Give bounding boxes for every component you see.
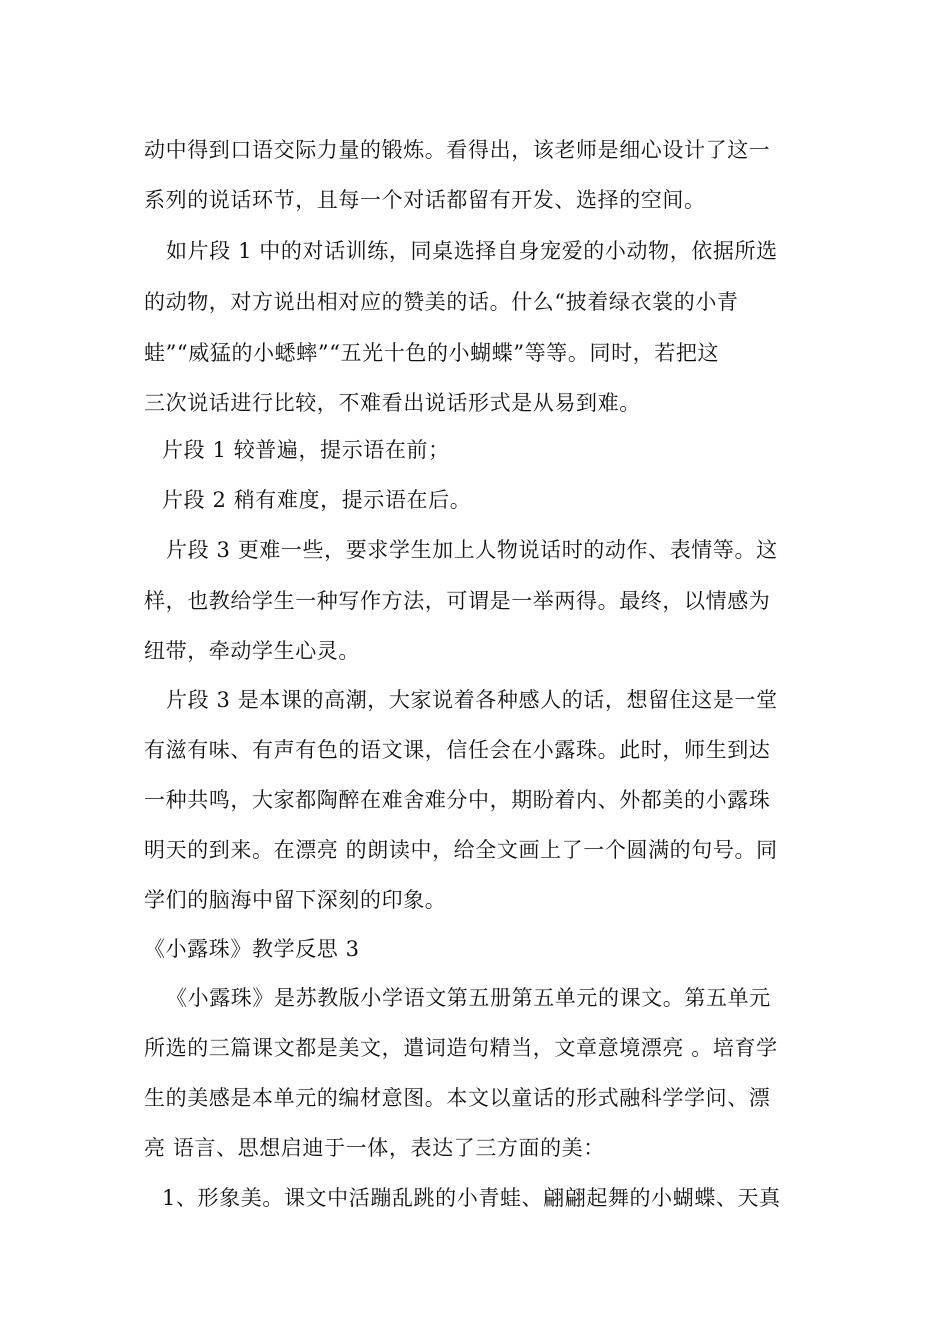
paragraph-line: 系列的说话环节，且每一个对话都留有开发、选择的空间。	[144, 188, 706, 212]
paragraph-line: 样，也教给学生一种写作方法，可谓是一举两得。最终，以情感为	[144, 589, 771, 613]
paragraph-line: 《小露珠》是苏教版小学语文第五册第五单元的课文。第五单元	[166, 986, 771, 1010]
paragraph-line: 1、形象美。课文中活蹦乱跳的小青蛙、翩翩起舞的小蝴蝶、天真	[162, 1186, 781, 1210]
paragraph-line: 明天的到来。在漂亮 的朗读中，给全文画上了一个圆满的句号。同	[144, 838, 778, 862]
paragraph-line: 蛙”“威猛的小蟋蟀”“五光十色的小蝴蝶”等等。同时，若把这	[144, 341, 720, 365]
paragraph-line: 三次说话进行比较，不难看出说话形式是从易到难。	[144, 391, 641, 415]
paragraph-line: 动中得到口语交际力量的锻炼。看得出，该老师是细心设计了这一	[144, 138, 771, 162]
paragraph-line: 所选的三篇课文都是美文，遣词造句精当，文章意境漂亮 。培育学	[144, 1036, 778, 1060]
paragraph-line: 学们的脑海中留下深刻的印象。	[144, 888, 447, 912]
paragraph-line: 如片段 1 中的对话训练，同桌选择自身宠爱的小动物，依据所选	[166, 239, 778, 263]
paragraph-line: 片段 3 是本课的高潮，大家说着各种感人的话，想留住这是一堂	[166, 688, 778, 712]
paragraph-line: 一种共鸣，大家都陶醉在难舍难分中，期盼着内、外都美的小露珠	[144, 788, 771, 812]
paragraph-line: 有滋有味、有声有色的语文课，信任会在小露珠。此时，师生到达	[144, 738, 771, 762]
paragraph-line: 的动物，对方说出相对应的赞美的话。什么“披着绿衣裳的小青	[144, 290, 739, 314]
paragraph-line: 亮 语言、思想启迪于一体，表达了三方面的美：	[144, 1136, 605, 1160]
section-heading: 《小露珠》教学反思 3	[144, 937, 360, 961]
paragraph-line: 片段 1 较普遍，提示语在前；	[162, 438, 450, 462]
paragraph-line: 片段 3 更难一些，要求学生加上人物说话时的动作、表情等。这	[166, 538, 778, 562]
paragraph-line: 片段 2 稍有难度，提示语在后。	[162, 488, 472, 512]
paragraph-line: 生的美感是本单元的编材意图。本文以童话的形式融科学学问、漂	[144, 1086, 771, 1110]
paragraph-line: 纽带，牵动学生心灵。	[144, 639, 360, 663]
